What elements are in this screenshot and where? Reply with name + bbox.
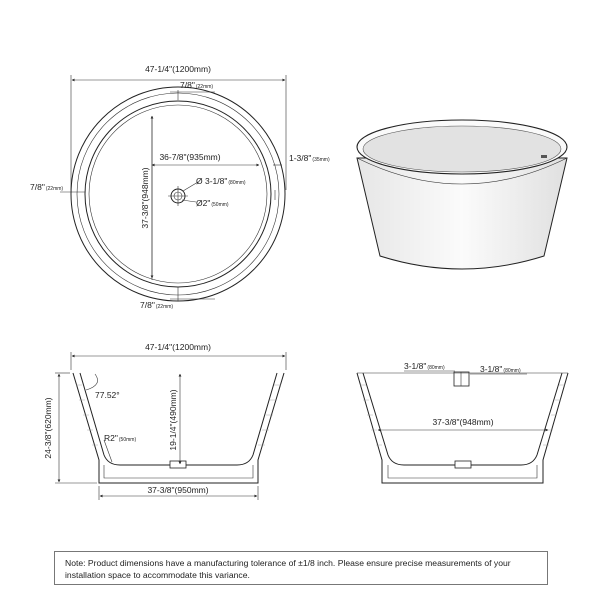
drain-fitting bbox=[455, 461, 471, 468]
tub-perspective-view bbox=[357, 120, 567, 269]
top-bottom-rim-dim: 7/8"(22mm) bbox=[140, 300, 174, 310]
front-radius: R2"(50mm) bbox=[104, 433, 137, 443]
front-angle: 77.52° bbox=[95, 390, 120, 400]
overflow-fitting bbox=[454, 372, 469, 386]
tolerance-note: Note: Product dimensions have a manufacturing tolerance of ±1/8 inch. Please ensure precise measurements of your installation space to accommodate this variance. bbox=[54, 551, 548, 585]
drain-inner-dim: Ø2"(50mm) bbox=[196, 198, 229, 208]
top-inner-depth: 37-3/8"(948mm) bbox=[140, 167, 150, 229]
overflow-left-dim: 3-1/8"(80mm) bbox=[404, 361, 445, 371]
overflow-right-dim: 3-1/8"(80mm) bbox=[480, 364, 521, 374]
front-section-view bbox=[43, 342, 286, 500]
top-view bbox=[30, 64, 330, 310]
overflow-icon bbox=[541, 155, 547, 158]
front-height: 24-3/8"(620mm) bbox=[43, 397, 53, 459]
front-inner-depth: 19-1/4"(490mm) bbox=[168, 389, 178, 451]
front-base-width: 37-3/8"(950mm) bbox=[147, 485, 209, 495]
top-inner-width: 36-7/8"(935mm) bbox=[159, 152, 221, 162]
side-inner-width: 37-3/8"(948mm) bbox=[432, 417, 494, 427]
drain-outer-dim: Ø 3-1/8"(80mm) bbox=[196, 176, 246, 186]
top-right-rim-dim: 1-3/8"(35mm) bbox=[289, 153, 330, 163]
side-section-view bbox=[357, 361, 568, 483]
top-overall-width: 47-1/4"(1200mm) bbox=[145, 64, 211, 74]
top-rim-dim: 7/8"(22mm) bbox=[180, 80, 214, 90]
top-left-rim-dim: 7/8"(22mm) bbox=[30, 182, 64, 192]
front-overall-width: 47-1/4"(1200mm) bbox=[145, 342, 211, 352]
